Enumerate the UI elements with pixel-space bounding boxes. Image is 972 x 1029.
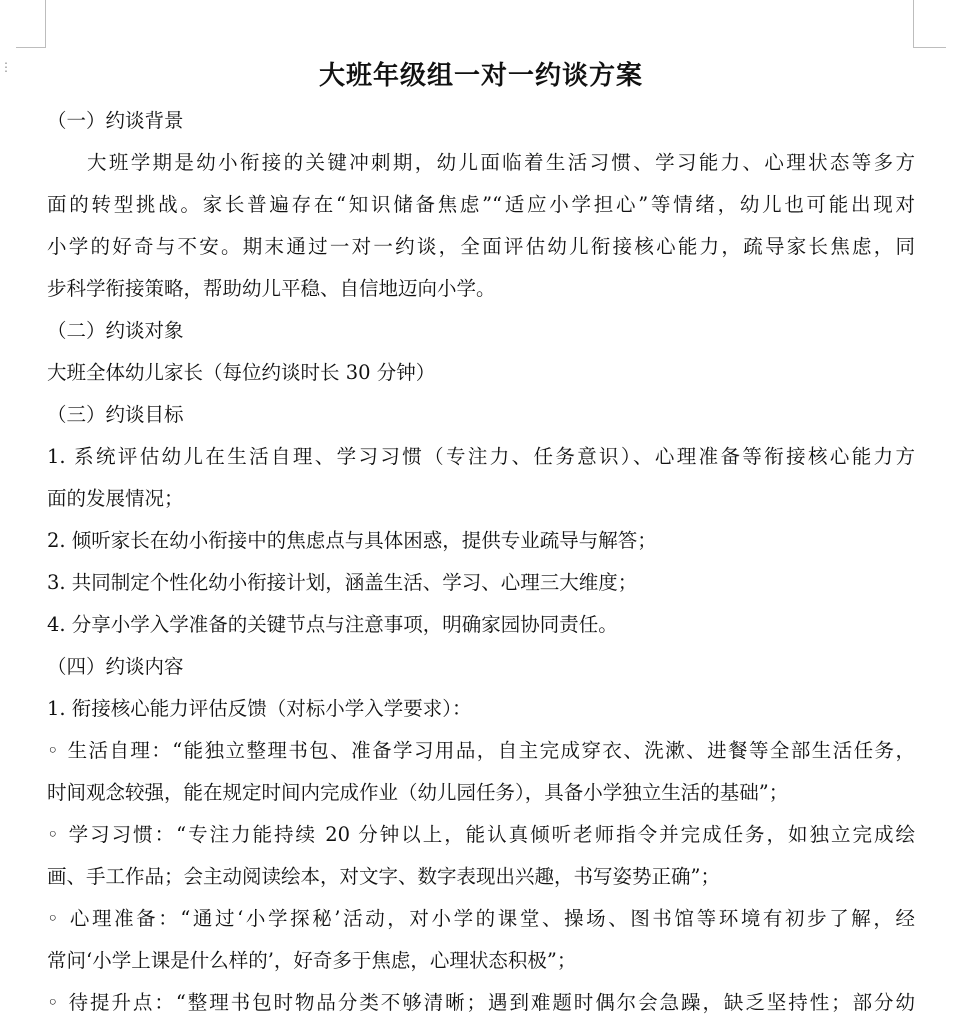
bullet-item-continuation: 画、手工作品；会主动阅读绘本，对文字、数字表现出兴趣，书写姿势正确”； (47, 865, 720, 888)
list-item-continuation: 面的发展情况； (47, 487, 184, 510)
bullet-item: ◦ 待提升点：“整理书包时物品分类不够清晰；遇到难题时偶尔会急躁，缺乏坚持性；部分幼 (47, 991, 915, 1014)
bullet-item: ◦ 生活自理：“能独立整理书包、准备学习用品，自主完成穿衣、洗漱、进餐等全部生活任务， (47, 739, 915, 762)
paragraph-line: 面的转型挑战。家长普遍存在“知识储备焦虑”“适应小学担心”等情绪，幼儿也可能出现对 (47, 193, 915, 216)
section-heading-content: （四）约谈内容 (47, 655, 184, 678)
paragraph-line: 大班学期是幼小衔接的关键冲刺期，幼儿面临着生活习惯、学习能力、心理状态等多方 (87, 151, 915, 174)
drag-handle-icon[interactable]: ⋮ (0, 60, 12, 74)
list-item: 3. 共同制定个性化幼小衔接计划，涵盖生活、学习、心理三大维度； (47, 571, 638, 594)
document-title: 大班年级组一对一约谈方案 (318, 61, 643, 91)
paragraph-line: 小学的好奇与不安。期末通过一对一约谈，全面评估幼儿衔接核心能力，疏导家长焦虑，同 (47, 235, 915, 258)
paragraph-line: 大班全体幼儿家长（每位约谈时长 30 分钟） (47, 361, 436, 384)
bullet-item-continuation: 时间观念较强，能在规定时间内完成作业（幼儿园任务），具备小学独立生活的基础”； (47, 781, 789, 804)
section-heading-participants: （二）约谈对象 (47, 319, 184, 342)
bullet-item: ◦ 心理准备：“通过‘小学探秘’活动，对小学的课堂、操场、图书馆等环境有初步了解，经 (47, 907, 915, 930)
page-corner-mark-top-right (913, 0, 946, 48)
page-corner-mark-top-left (16, 0, 46, 48)
list-item: 1. 系统评估幼儿在生活自理、学习习惯（专注力、任务意识）、心理准备等衔接核心能力方 (47, 445, 915, 468)
document-page (47, 52, 915, 1024)
bullet-item-continuation: 常问‘小学上课是什么样的’，好奇多于焦虑，心理状态积极”； (47, 949, 577, 972)
list-item: 4. 分享小学入学准备的关键节点与注意事项，明确家园协同责任。 (47, 613, 618, 636)
list-item: 2. 倾听家长在幼小衔接中的焦虑点与具体困惑，提供专业疏导与解答； (47, 529, 657, 552)
paragraph-line: 步科学衔接策略，帮助幼儿平稳、自信地迈向小学。 (47, 277, 496, 300)
bullet-item: ◦ 学习习惯：“专注力能持续 20 分钟以上，能认真倾听老师指令并完成任务，如独立完成绘 (47, 823, 915, 846)
section-heading-goals: （三）约谈目标 (47, 403, 184, 426)
section-heading-background: （一）约谈背景 (47, 109, 184, 132)
list-item: 1. 衔接核心能力评估反馈（对标小学入学要求）： (47, 697, 472, 720)
